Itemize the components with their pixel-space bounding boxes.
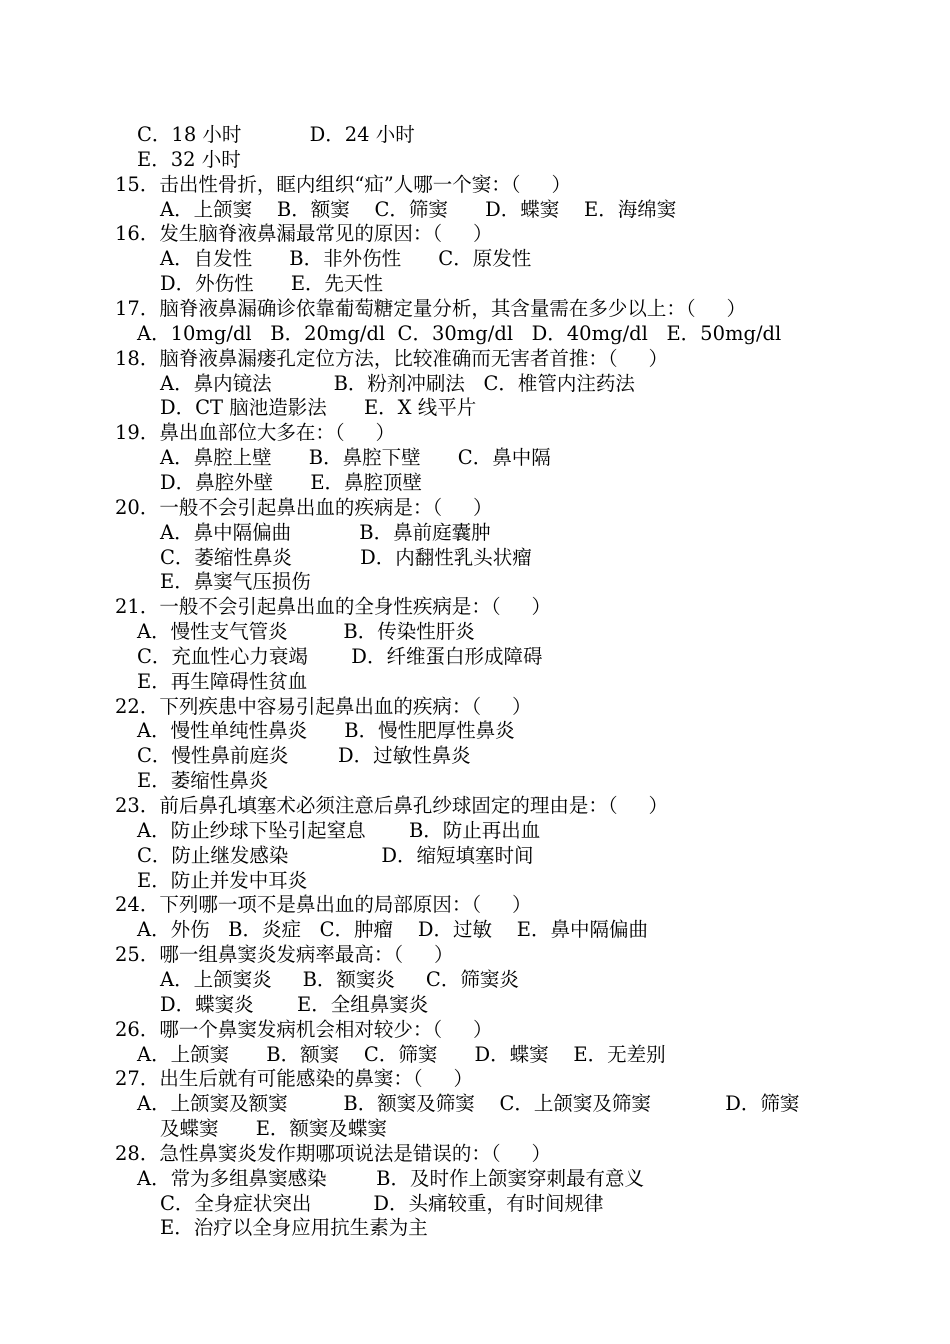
- option-line: E．治疗以全身应用抗生素为主: [160, 1216, 428, 1240]
- question-line: 28．急性鼻窦炎发作期哪项说法是错误的：（ ）: [115, 1141, 552, 1165]
- question-line: 27．出生后就有可能感染的鼻窦：（ ）: [115, 1067, 474, 1091]
- option-line: A．鼻内镜法 B．粉剂冲刷法 C．椎管内注药法: [160, 371, 635, 395]
- option-line: D．蝶窦炎 E．全组鼻窦炎: [160, 992, 429, 1016]
- option-line: E．再生障碍性贫血: [137, 669, 308, 693]
- option-line: A．常为多组鼻窦感染 B．及时作上颌窦穿刺最有意义: [137, 1166, 645, 1190]
- option-line: A．外伤 B．炎症 C．肿瘤 D．过敏 E．鼻中隔偏曲: [137, 918, 648, 942]
- option-line: A．防止纱球下坠引起窒息 B．防止再出血: [137, 818, 541, 842]
- question-line: 18．脑脊液鼻漏瘘孔定位方法，比较准确而无害者首推：（ ）: [115, 346, 669, 370]
- question-line: 26．哪一个鼻窦发病机会相对较少：（ ）: [115, 1017, 493, 1041]
- option-line: C．全身症状突出 D．头痛较重，有时间规律: [160, 1191, 604, 1215]
- option-line: A．上颌窦炎 B．额窦炎 C．筛窦炎: [160, 967, 519, 991]
- option-line: A．10mg/dl B．20mg/dl C．30mg/dl D．40mg/dl E．50mg/dl: [137, 321, 782, 345]
- option-line: A．上颌窦及额窦 B．额窦及筛窦 C．上颌窦及筛窦 D．筛窦: [137, 1092, 800, 1116]
- option-line: C．萎缩性鼻炎 D．内翻性乳头状瘤: [160, 545, 532, 569]
- question-line: 24．下列哪一项不是鼻出血的局部原因：（ ）: [115, 893, 532, 917]
- option-line: D．鼻腔外壁 E．鼻腔顶壁: [160, 470, 423, 494]
- option-line: C．充血性心力衰竭 D．纤维蛋白形成障碍: [137, 644, 543, 668]
- question-line: 21．一般不会引起鼻出血的全身性疾病是：（ ）: [115, 595, 552, 619]
- option-line: A．慢性支气管炎 B．传染性肝炎: [137, 620, 475, 643]
- option-line: C．慢性鼻前庭炎 D．过敏性鼻炎: [137, 744, 471, 768]
- option-line: 及蝶窦 E．额窦及蝶窦: [160, 1117, 387, 1140]
- question-line: 15．击出性骨折，眶内组织“疝”人哪一个窦：（ ）: [115, 172, 571, 196]
- option-line: A．上颌窦 B．额窦 C．筛窦 D．蝶窦 E．海绵窦: [160, 197, 677, 221]
- question-line: 17．脑脊液鼻漏确诊依靠葡萄糖定量分析，其含量需在多少以上：（ ）: [115, 297, 747, 320]
- question-line: 22．下列疾患中容易引起鼻出血的疾病：（ ）: [115, 694, 532, 718]
- option-line: A．慢性单纯性鼻炎 B．慢性肥厚性鼻炎: [137, 719, 515, 743]
- option-line: D．外伤性 E．先天性: [160, 272, 384, 296]
- option-line: E．鼻窦气压损伤: [160, 570, 311, 594]
- option-line: E．萎缩性鼻炎: [137, 769, 269, 793]
- option-line: A．鼻中隔偏曲 B．鼻前庭囊肿: [160, 520, 491, 544]
- option-line: A．鼻腔上壁 B．鼻腔下壁 C．鼻中隔: [160, 446, 551, 470]
- question-line: 25．哪一组鼻窦炎发病率最高：（ ）: [115, 943, 454, 967]
- question-line: 16．发生脑脊液鼻漏最常见的原因：（ ）: [115, 222, 493, 246]
- option-line: A．上颌窦 B．额窦 C．筛窦 D．蝶窦 E．无差别: [137, 1042, 666, 1066]
- question-line: 19．鼻出血部位大多在：（ ）: [115, 421, 396, 445]
- option-line: D．CT 脑池造影法 E．X 线平片: [160, 396, 477, 420]
- option-line: E．32 小时: [137, 147, 241, 171]
- option-line: C．18 小时 D．24 小时: [137, 123, 415, 146]
- option-line: A．自发性 B．非外伤性 C．原发性: [160, 247, 532, 271]
- option-line: E．防止并发中耳炎: [137, 868, 308, 892]
- question-line: 20．一般不会引起鼻出血的疾病是：（ ）: [115, 495, 493, 519]
- option-line: C．防止继发感染 D．缩短填塞时间: [137, 843, 534, 867]
- question-line: 23．前后鼻孔填塞术必须注意后鼻孔纱球固定的理由是：（ ）: [115, 794, 669, 817]
